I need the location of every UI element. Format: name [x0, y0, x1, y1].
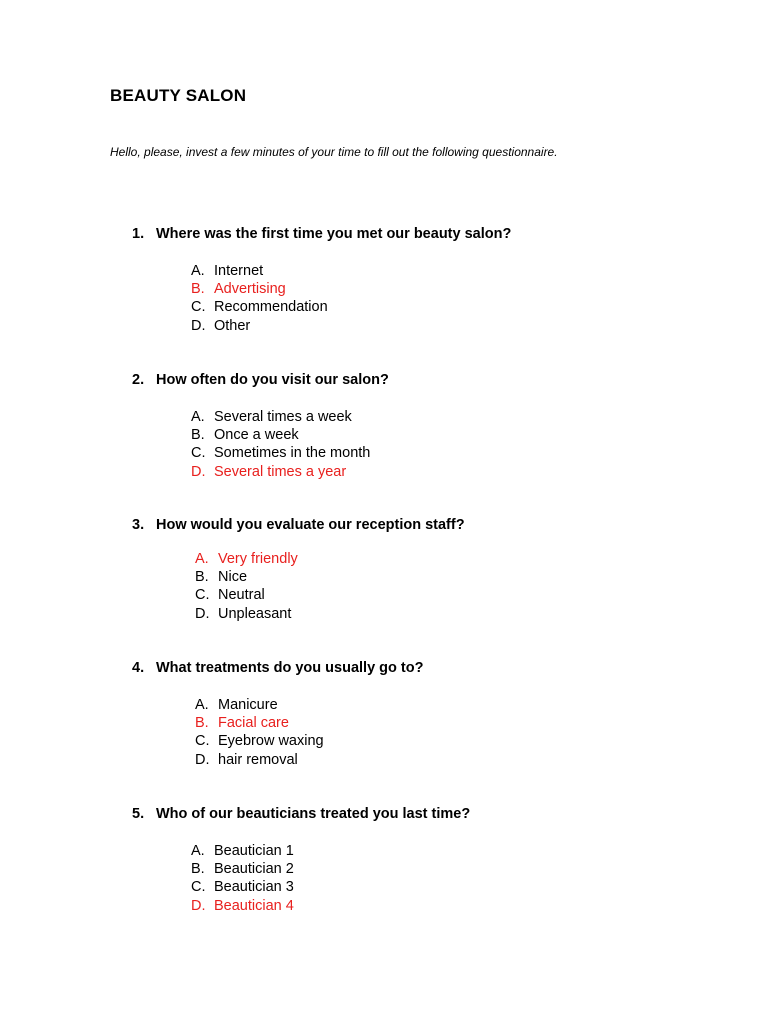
option-letter: C. — [191, 879, 206, 896]
option-letter: C. — [191, 445, 206, 462]
option-text: Very friendly — [218, 551, 298, 567]
question-1 — [132, 226, 511, 242]
option-letter: B. — [191, 861, 205, 878]
intro-text: Hello, please, invest a few minutes of your time to fill out the following questionnaire. — [110, 145, 558, 159]
question-number: 1. — [132, 226, 145, 242]
answer-option[interactable] — [191, 860, 294, 878]
option-text: Advertising — [214, 281, 286, 298]
option-text: Nice — [218, 569, 248, 586]
option-letter: D. — [195, 605, 210, 622]
answer-option[interactable] — [195, 568, 298, 586]
option-letter: A. — [195, 697, 209, 713]
option-letter: B. — [191, 281, 205, 298]
question-4 — [132, 660, 423, 676]
option-letter: C. — [195, 587, 210, 604]
answer-list-4 — [195, 696, 324, 769]
answer-option[interactable] — [191, 444, 370, 462]
question-2 — [132, 372, 389, 388]
option-letter: B. — [191, 427, 205, 444]
answer-option[interactable] — [195, 714, 324, 732]
option-letter: C. — [195, 733, 210, 750]
option-text: hair removal — [218, 751, 298, 768]
option-text: Once a week — [214, 427, 299, 444]
option-letter: A. — [191, 263, 205, 279]
option-text: Other — [214, 317, 251, 334]
answer-option[interactable] — [195, 550, 298, 568]
answer-list-3 — [195, 550, 298, 623]
answer-list-1 — [191, 262, 328, 335]
answer-option[interactable] — [191, 280, 328, 298]
question-text: How would you evaluate our reception staff? — [156, 517, 465, 533]
answer-list-2 — [191, 408, 370, 481]
option-letter: A. — [195, 551, 209, 567]
option-text: Manicure — [218, 697, 278, 713]
option-text: Facial care — [218, 715, 289, 732]
document-title: BEAUTY SALON — [110, 86, 247, 105]
answer-option[interactable] — [191, 298, 328, 316]
answer-option[interactable] — [195, 605, 298, 623]
answer-option[interactable] — [191, 897, 294, 915]
option-text: Sometimes in the month — [214, 445, 371, 462]
option-text: Beautician 2 — [214, 861, 294, 878]
option-letter: A. — [191, 843, 205, 859]
answer-option[interactable] — [195, 751, 324, 769]
answer-option[interactable] — [195, 696, 324, 714]
question-text: Where was the first time you met our beauty salon? — [156, 226, 512, 242]
option-letter: D. — [191, 897, 206, 914]
answer-list-5 — [191, 842, 294, 915]
answer-option[interactable] — [195, 586, 298, 604]
option-text: Beautician 1 — [214, 843, 294, 859]
question-5 — [132, 806, 470, 822]
answer-option[interactable] — [191, 262, 328, 280]
option-letter: D. — [191, 463, 206, 480]
question-text: How often do you visit our salon? — [156, 372, 389, 388]
option-letter: C. — [191, 299, 206, 316]
option-letter: B. — [195, 569, 209, 586]
question-text: What treatments do you usually go to? — [156, 660, 424, 676]
answer-option[interactable] — [195, 732, 324, 750]
option-text: Several times a year — [214, 463, 347, 480]
question-number: 3. — [132, 517, 145, 533]
answer-option[interactable] — [191, 878, 294, 896]
option-text: Beautician 3 — [214, 879, 294, 896]
option-text: Neutral — [218, 587, 265, 604]
answer-option[interactable] — [191, 408, 370, 426]
answer-option[interactable] — [191, 317, 328, 335]
option-text: Unpleasant — [218, 605, 292, 622]
question-number: 5. — [132, 806, 145, 822]
option-text: Recommendation — [214, 299, 328, 316]
option-letter: A. — [191, 409, 205, 425]
answer-option[interactable] — [191, 842, 294, 860]
answer-option[interactable] — [191, 426, 370, 444]
option-text: Internet — [214, 263, 264, 279]
option-letter: D. — [191, 317, 206, 334]
option-text: Eyebrow waxing — [218, 733, 324, 750]
question-3 — [132, 517, 465, 533]
question-number: 2. — [132, 372, 145, 388]
option-letter: D. — [195, 751, 210, 768]
answer-option[interactable] — [191, 463, 370, 481]
question-number: 4. — [132, 660, 145, 676]
option-text: Beautician 4 — [214, 897, 294, 914]
option-letter: B. — [195, 715, 209, 732]
option-text: Several times a week — [214, 409, 352, 425]
question-text: Who of our beauticians treated you last time? — [156, 806, 471, 822]
